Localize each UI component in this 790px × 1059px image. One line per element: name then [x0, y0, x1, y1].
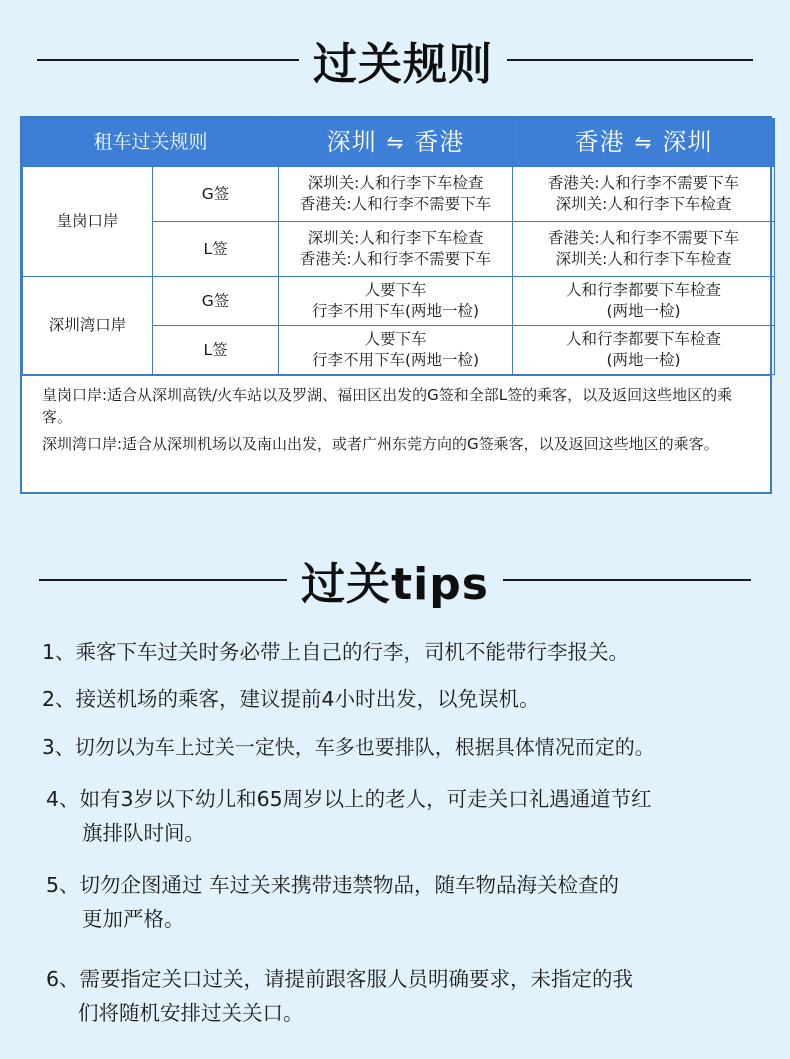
tip-number: 4、 — [46, 787, 80, 811]
header-to: 深圳 — [662, 127, 713, 156]
rule-line: 香港关:人和行李不需要下车 — [299, 250, 492, 268]
heading-divider-right — [507, 59, 753, 61]
tip-number: 6、 — [46, 967, 80, 991]
header-shenzhen-to-hongkong — [279, 119, 513, 167]
visa-type: G签 — [153, 277, 279, 326]
note-shenzhen-bay: 深圳湾口岸:适合从深圳机场以及南山出发，或者广州东莞方向的G签乘客，以及返回这些地区的乘客。 — [42, 435, 719, 453]
tip-item-6 — [46, 962, 633, 1030]
tip-item-1 — [42, 635, 629, 669]
tip-text: 切勿企图通过 车过关来携带违禁物品，随车物品海关检查的 — [79, 873, 620, 897]
header-main: 租车过关规则 — [23, 119, 279, 167]
rule-line: (两地一检) — [606, 302, 681, 320]
section-heading-rules — [0, 28, 790, 92]
tip-number: 3、 — [42, 735, 75, 759]
tip-text: 接送机场的乘客，建议提前4小时出发，以免误机。 — [75, 687, 540, 711]
section-heading-tips — [0, 548, 790, 612]
visa-type: L签 — [153, 326, 279, 375]
rule-line: 香港关:人和行李不需要下车 — [547, 174, 740, 192]
rule-cell — [279, 326, 513, 375]
table-row — [23, 167, 775, 222]
tip-number: 5、 — [46, 873, 80, 897]
header-from: 香港 — [574, 127, 625, 156]
tip-item-4 — [46, 782, 652, 850]
rule-cell — [513, 222, 775, 277]
header-from: 深圳 — [326, 127, 377, 156]
tip-text-continued: 更加严格。 — [82, 907, 185, 931]
port-name-shenzhen-bay: 深圳湾口岸 — [23, 277, 153, 375]
header-to: 香港 — [414, 127, 465, 156]
rule-cell — [279, 167, 513, 222]
note-huanggang: 皇岗口岸:适合从深圳高铁/火车站以及罗湖、福田区出发的G签和全部L签的乘客，以及返回这些地区的乘客。 — [42, 386, 733, 426]
exchange-arrow-icon: ⇋ — [634, 129, 653, 154]
tip-item-3 — [42, 730, 655, 764]
port-name-huanggang: 皇岗口岸 — [23, 167, 153, 277]
rule-cell — [279, 277, 513, 326]
rule-cell — [279, 222, 513, 277]
tip-text-continued: 们将随机安排过关关口。 — [78, 1001, 304, 1025]
rule-line: 深圳关:人和行李下车检查 — [307, 229, 484, 247]
rule-line: 人和行李都要下车检查 — [566, 330, 722, 348]
rule-cell — [513, 277, 775, 326]
rule-line: 人要下车 — [364, 281, 427, 299]
exchange-arrow-icon: ⇋ — [386, 129, 405, 154]
tip-text-continued: 旗排队时间。 — [82, 821, 205, 845]
rules-table-container — [20, 116, 772, 494]
rule-line: 香港关:人和行李不需要下车 — [299, 195, 492, 213]
section-title: 过关tips — [301, 559, 489, 610]
port-notes — [22, 375, 770, 455]
rules-table — [22, 118, 775, 375]
rule-line: 香港关:人和行李不需要下车 — [547, 229, 740, 247]
tip-text: 乘客下车过关时务必带上自己的行李，司机不能带行李报关。 — [75, 640, 630, 664]
tip-item-5 — [46, 868, 619, 936]
rule-cell — [513, 326, 775, 375]
section-title: 过关规则 — [313, 39, 493, 90]
rule-line: 深圳关:人和行李下车检查 — [307, 174, 484, 192]
rule-line: 深圳关:人和行李下车检查 — [555, 250, 732, 268]
rule-cell — [513, 167, 775, 222]
tip-text: 切勿以为车上过关一定快，车多也要排队，根据具体情况而定的。 — [74, 735, 655, 759]
heading-divider-left — [37, 59, 299, 61]
rule-line: 人和行李都要下车检查 — [566, 281, 722, 299]
tip-number: 1、 — [42, 640, 76, 664]
table-header-row — [23, 119, 775, 167]
rule-line: 行李不用下车(两地一检) — [311, 351, 480, 369]
rule-line: 人要下车 — [364, 330, 427, 348]
visa-type: L签 — [153, 222, 279, 277]
header-hongkong-to-shenzhen — [513, 119, 775, 167]
tip-text: 需要指定关口过关，请提前跟客服人员明确要求，未指定的我 — [79, 967, 634, 991]
heading-divider-right — [503, 579, 751, 581]
tip-text: 如有3岁以下幼儿和65周岁以上的老人，可走关口礼遇通道节红 — [79, 787, 652, 811]
rule-line: (两地一检) — [606, 351, 681, 369]
rule-line: 行李不用下车(两地一检) — [311, 302, 480, 320]
rule-line: 深圳关:人和行李下车检查 — [555, 195, 732, 213]
tip-item-2 — [42, 682, 540, 716]
table-row — [23, 277, 775, 326]
tip-number: 2、 — [42, 687, 76, 711]
visa-type: G签 — [153, 167, 279, 222]
heading-divider-left — [39, 579, 287, 581]
